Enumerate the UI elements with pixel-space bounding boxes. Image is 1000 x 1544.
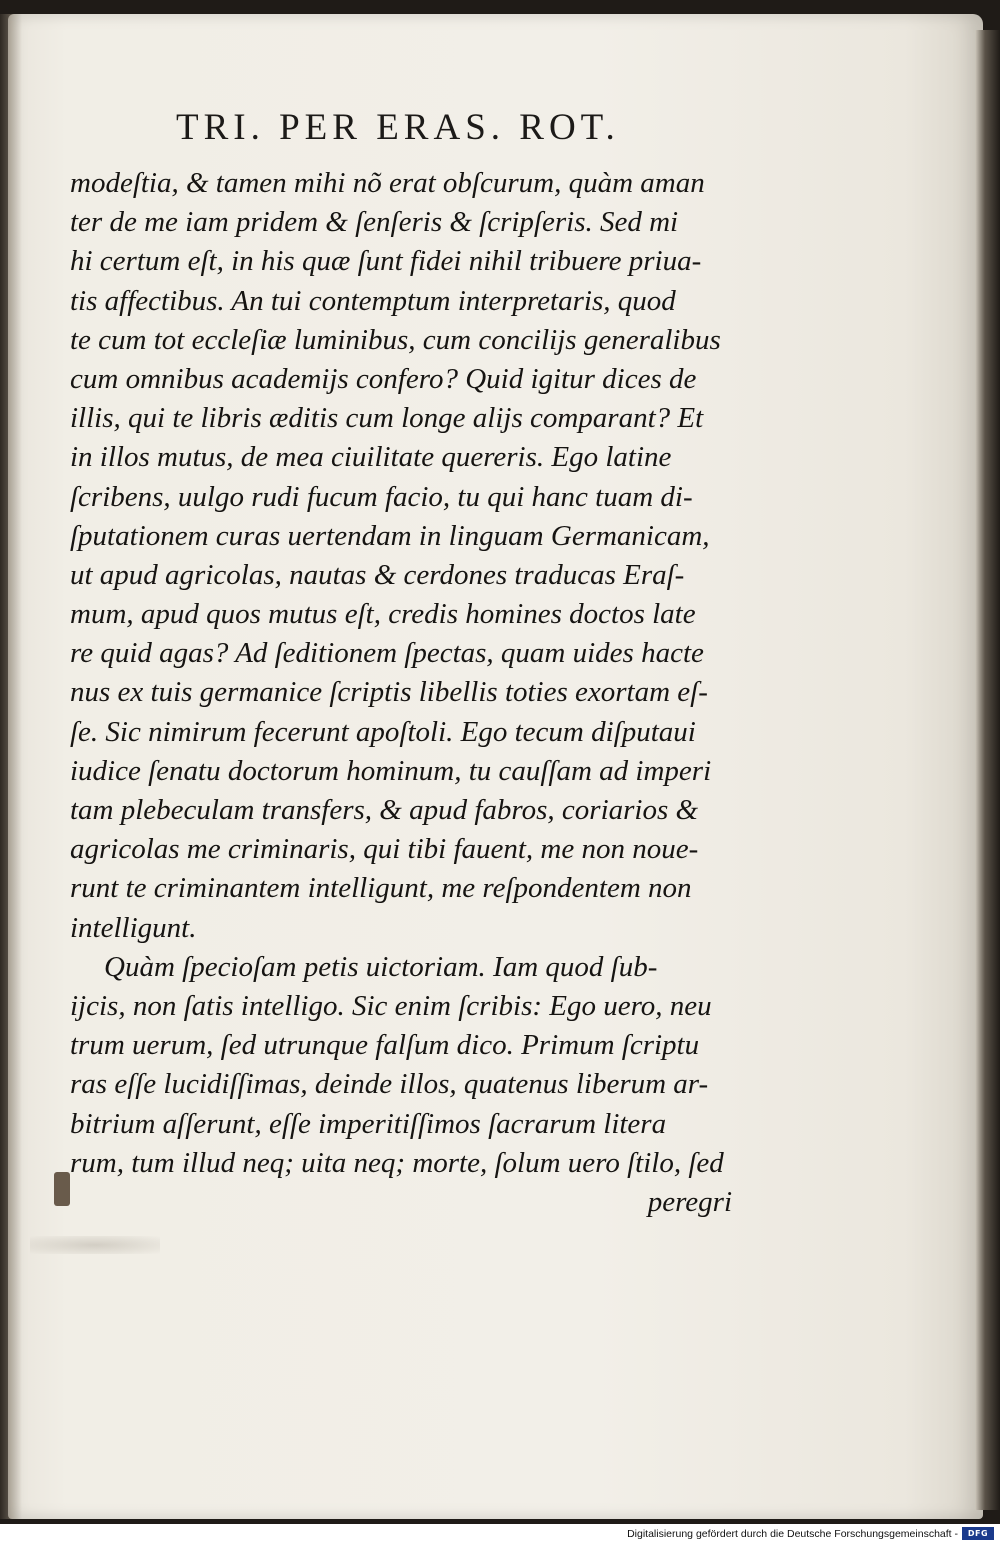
page-edge <box>975 30 1000 1510</box>
text-line: iudice ſenatu doctorum hominum, tu cauſſam ad imperi <box>70 754 712 787</box>
paragraph-start-line: Quàm ſpecioſam petis uictoriam. Iam quod ſub- <box>104 950 658 983</box>
text-line: hi certum eſt, in his quæ ſunt fidei nihil tribuere priua- <box>70 245 702 278</box>
text-line: cum omnibus academijs confero? Quid igitur dices de <box>70 362 697 395</box>
text-line: trum uerum, ſed utrunque falſum dico. Primum ſcriptu <box>70 1029 700 1062</box>
text-line: ſe. Sic nimirum fecerunt apoſtoli. Ego tecum diſputaui <box>70 715 696 748</box>
text-line: in illos mutus, de mea ciuilitate quereris. Ego latine <box>70 441 672 474</box>
text-line: tis affectibus. An tui contemptum interpretaris, quod <box>70 284 676 317</box>
body-text <box>70 164 750 1222</box>
text-line: ras eſſe lucidiſſimas, deinde illos, quatenus liberum ar- <box>70 1068 709 1101</box>
text-line: agricolas me criminaris, qui tibi fauent, me non noue- <box>70 833 699 866</box>
funding-credit: Digitalisierung gefördert durch die Deutsche Forschungsgemeinschaft - <box>627 1528 958 1540</box>
text-line: nus ex tuis germanice ſcriptis libellis toties exortam eſ- <box>70 676 708 709</box>
text-line: re quid agas? Ad ſeditionem ſpectas, quam uides hacte <box>70 637 704 670</box>
paper-stain <box>54 1172 70 1206</box>
text-line: rum, tum illud neq; uita neq; morte, ſolum uero ſtilo, ſed <box>70 1146 724 1179</box>
bleed-through-mark <box>30 1236 160 1254</box>
text-line: ijcis, non ſatis intelligo. Sic enim ſcribis: Ego uero, neu <box>70 989 712 1022</box>
text-line: illis, qui te libris æditis cum longe alijs comparant? Et <box>70 402 704 435</box>
text-line: intelligunt. <box>70 911 197 944</box>
catchword: peregri <box>647 1185 732 1218</box>
text-line: modeſtia, & tamen mihi nõ erat obſcurum, quàm aman <box>70 167 705 199</box>
text-line: runt te criminantem intelligunt, me reſpondentem non <box>70 872 692 905</box>
text-line: te cum tot eccleſiæ luminibus, cum concilijs generalibus <box>70 323 721 356</box>
text-line: ſcribens, uulgo rudi fucum facio, tu qui hanc tuam di- <box>70 480 693 513</box>
text-line: ter de me iam pridem & ſenſeris & ſcripſeris. Sed mi <box>70 206 679 239</box>
dfg-logo: DFG <box>962 1527 994 1540</box>
text-line: ſputationem curas uertendam in linguam Germanicam, <box>70 519 710 552</box>
text-line: bitrium aſſerunt, eſſe imperitiſſimos ſacrarum litera <box>70 1107 667 1140</box>
text-line: ut apud agricolas, nautas & cerdones traducas Eraſ- <box>70 558 685 591</box>
text-line: mum, apud quos mutus eſt, credis homines doctos late <box>70 598 696 631</box>
running-head: TRI. PER ERAS. ROT. <box>176 107 620 148</box>
text-line: tam plebeculam transfers, & apud fabros, coriarios & <box>70 794 699 826</box>
page-gutter <box>0 14 22 1519</box>
